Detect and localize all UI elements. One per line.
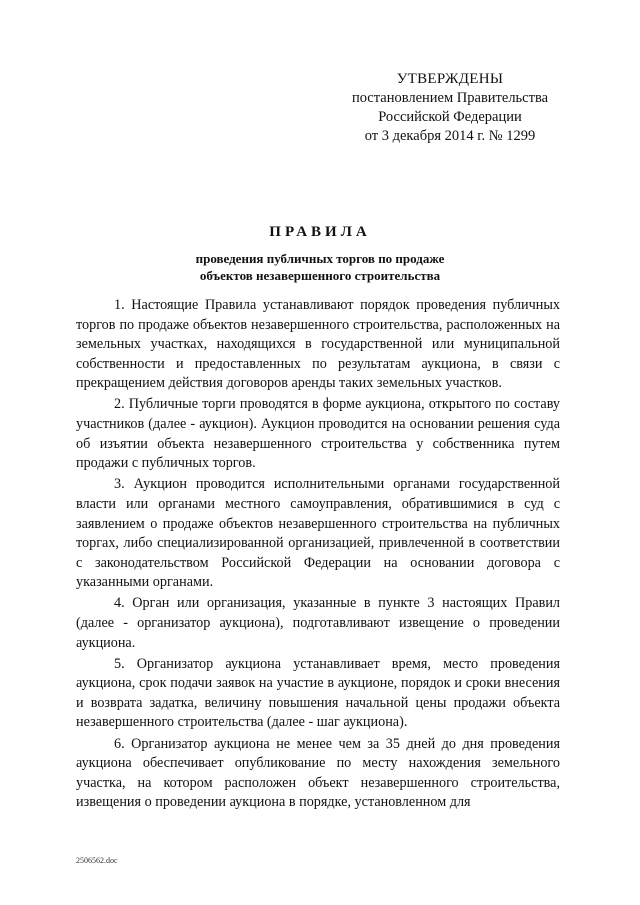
approval-heading: УТВЕРЖДЕНЫ [396,71,504,87]
footer-filename: 2506562.doc [76,856,118,865]
paragraph-1: 1. Настоящие Правила устанавливают порядок проведения публичных торгов по продаже объектов незавершенного строительства, расположенных на земельных участках, находящихся в государственной или муниципальной собственности и предоставленных по результатам аукциона, в связи с прекращением действия договоров аренды таких земельных участков. [76,297,560,392]
document-subtitle-line-1: проведения публичных торгов по продаже [195,251,445,266]
paragraph-4: 4. Орган или организация, указанные в пункте 3 настоящих Правил (далее - организатор аукциона), подготавливают извещение о проведении аукциона. [76,595,560,651]
approval-line-3: от 3 декабря 2014 г. № 1299 [364,128,536,144]
approval-line-1: постановлением Правительства [351,90,549,106]
approval-stamp [340,70,560,146]
paragraph-6: 6. Организатор аукциона не менее чем за 35 дней до дня проведения аукциона обеспечивает опубликование по месту нахождения земельного участка, на котором расположен объект незавершенного строительства, извещения о проведении аукциона в порядке, установленном для [76,735,560,811]
paragraph-5: 5. Организатор аукциона устанавливает время, место проведения аукциона, срок подачи заявок на участие в аукционе, порядок и сроки внесения и возврата задатка, величину повышения начальной цены продажи объекта незавершенного строительства (далее - шаг аукциона). [76,655,560,731]
document-subtitle [80,250,560,284]
document-title: ПРАВИЛА [269,224,371,240]
document-body [76,296,560,814]
paragraph-3: 3. Аукцион проводится исполнительными органами государственной власти или органами местного самоуправления, обратившимися в суд с заявлением о продаже объектов незавершенного строительства на публичных торгах, либо специализированной организацией, привлеченной в соответствии с законодательством Российской Федерации на основании договора с указанными органами. [76,476,560,591]
document-subtitle-line-2: объектов незавершенного строительства [199,268,441,283]
title-block [80,222,560,284]
paragraph-2: 2. Публичные торги проводятся в форме аукциона, открытого по составу участников (далее - аукцион). Аукцион проводится на основании решения суда об изъятии объекта незавершенного строительства у собственника путем продажи с публичных торгов. [76,396,560,472]
approval-line-2: Российской Федерации [378,109,522,125]
